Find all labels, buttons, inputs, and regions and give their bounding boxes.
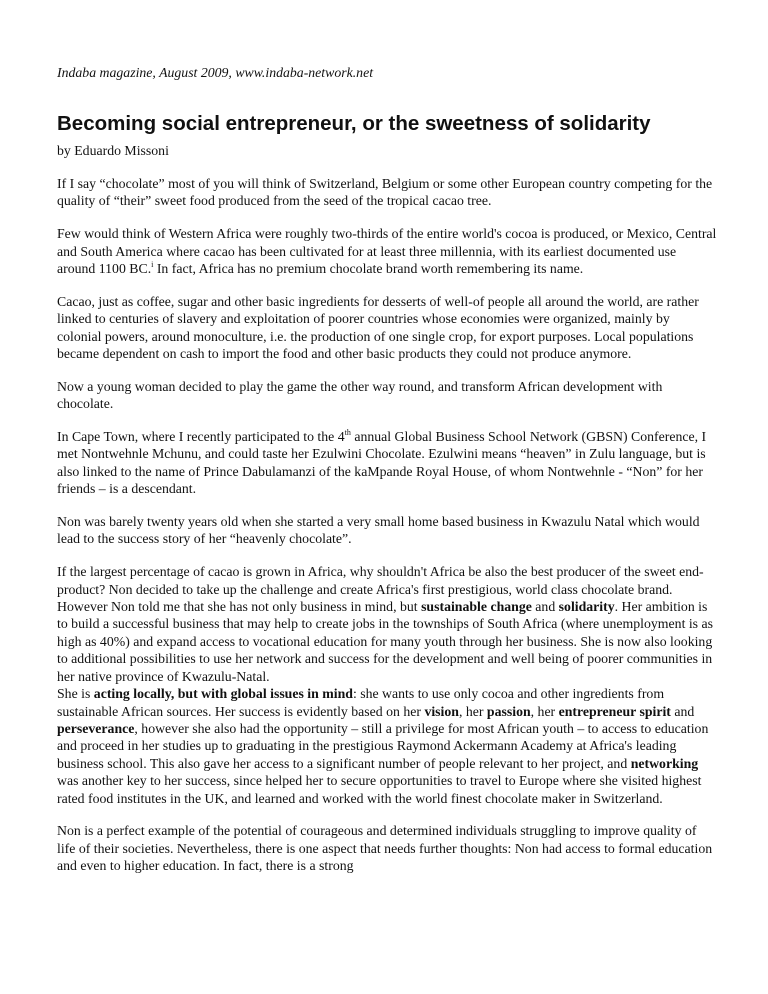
emphasis-sustainable-change: sustainable change bbox=[421, 599, 532, 615]
article-title: Becoming social entrepreneur, or the sweetness of solidarity bbox=[57, 112, 651, 135]
emphasis-solidarity: solidarity bbox=[558, 599, 615, 615]
paragraph-7-text: If the largest percentage of cacao is grown in Africa, why shouldn't Africa be also the best producer of the sweet end-product? Non decided to take up the challenge and create Africa's first prestigious, world class chocolate brand. However Non told me that she has not only business in mind, but bbox=[57, 564, 704, 615]
endnote-marker: i bbox=[151, 260, 154, 270]
paragraph-5-text-end: annual Global Business School Network (GBSN) Conference, I met Nontwehnle Mchunu, and could taste her Ezulwini Chocolate. Ezulwini means “heaven” in Zulu language, but is also linked to the name of Prince Dabulamanzi of the kaMpande Royal House, of whom Nontwehnle - “Non” for her friends – is a descendant. bbox=[57, 429, 707, 497]
paragraph-5-text: In Cape Town, where I recently participated to the 4 bbox=[57, 429, 345, 445]
emphasis-networking: networking bbox=[630, 755, 699, 771]
paragraph-2 bbox=[57, 225, 717, 277]
emphasis-entrepreneur-spirit: entrepreneur spirit bbox=[558, 703, 671, 719]
paragraph-8-text-3: , her bbox=[530, 703, 559, 719]
paragraph-8-text-5: , however she also had the opportunity – still a privilege for most African youth – to access to education and proceed in her studies up to graduating in the prestigious Raymond Ackermann Academy at Africa's leading business school. This also gave her access to a significant number of people relevant to her project, and bbox=[57, 720, 709, 771]
article-body bbox=[57, 175, 717, 890]
paragraph-2-text-end: In fact, Africa has no premium chocolate brand worth remembering its name. bbox=[153, 261, 584, 277]
paragraph-6: Non was barely twenty years old when she started a very small home based business in Kwazulu Natal which would lead to the success story of her “heavenly chocolate”. bbox=[57, 514, 700, 547]
paragraph-5 bbox=[57, 428, 717, 498]
paragraph-8-text-1: : she wants to use only cocoa and other ingredients from sustainable African sources. Her success is evidently based on her bbox=[57, 686, 665, 719]
emphasis-vision: vision bbox=[424, 703, 459, 719]
paragraph-7 bbox=[57, 563, 717, 685]
byline: by Eduardo Missoni bbox=[57, 143, 169, 158]
ordinal-suffix: th bbox=[344, 428, 351, 438]
paragraph-7-text-end: . Her ambition is to build a successful business that may help to create jobs in the townships of South Africa (where unemployment is as high as 40%) and expand access to vocational education for many youth through her business. She is now also looking to additional possibilities to use her network and success for the development and well being of poorer communities in her native province of Kwazulu-Natal. bbox=[57, 599, 713, 684]
paragraph-8 bbox=[57, 685, 717, 807]
paragraph-9: Non is a perfect example of the potential of courageous and determined individuals struggling to improve quality of life of their societies. Nevertheless, there is one aspect that needs further thoughts: Non had access to formal education and even to higher education. In fact, there is a strong bbox=[57, 823, 713, 874]
paragraph-4: Now a young woman decided to play the game the other way round, and transform African development with chocolate. bbox=[57, 378, 663, 412]
publication-header: Indaba magazine, August 2009, www.indaba-network.net bbox=[57, 65, 374, 80]
emphasis-perseverance: perseverance bbox=[57, 720, 135, 736]
paragraph-3: Cacao, just as coffee, sugar and other basic ingredients for desserts of well-of people all around the world, are rather linked to centuries of slavery and exploitation of poorer countries whose economies were organized, mainly by colonial powers, around monoculture, i.e. the production of one single crop, for export purposes. Local populations became dependent on cash to import the food and other basic products they could not produce anymore. bbox=[57, 293, 699, 362]
paragraph-8-text-2: , her bbox=[458, 703, 487, 719]
paragraph-1: If I say “chocolate” most of you will think of Switzerland, Belgium or some other European country competing for the quality of “their” sweet food produced from the seed of the tropical cacao tree. bbox=[57, 176, 713, 209]
emphasis-passion: passion bbox=[486, 703, 531, 719]
paragraph-2-text: Few would think of Western Africa were roughly two-thirds of the entire world's cocoa is produced, or Mexico, Central and South America where cacao has been cultivated for at least three millennia, with its earliest documented use around 1100 BC. bbox=[57, 226, 717, 277]
emphasis-acting-locally: acting locally, but with global issues in mind bbox=[93, 686, 353, 702]
paragraph-8-lead: She is bbox=[57, 686, 94, 702]
paragraph-8-text-4: and bbox=[670, 703, 695, 719]
paragraph-7-conjunction: and bbox=[531, 599, 559, 615]
paragraph-8-text-6: was another key to her success, since helped her to secure opportunities to travel to Europe where she visited highest rated food institutes in the UK, and learned and worked with the world finest chocolate maker in Switzerland. bbox=[57, 773, 702, 806]
